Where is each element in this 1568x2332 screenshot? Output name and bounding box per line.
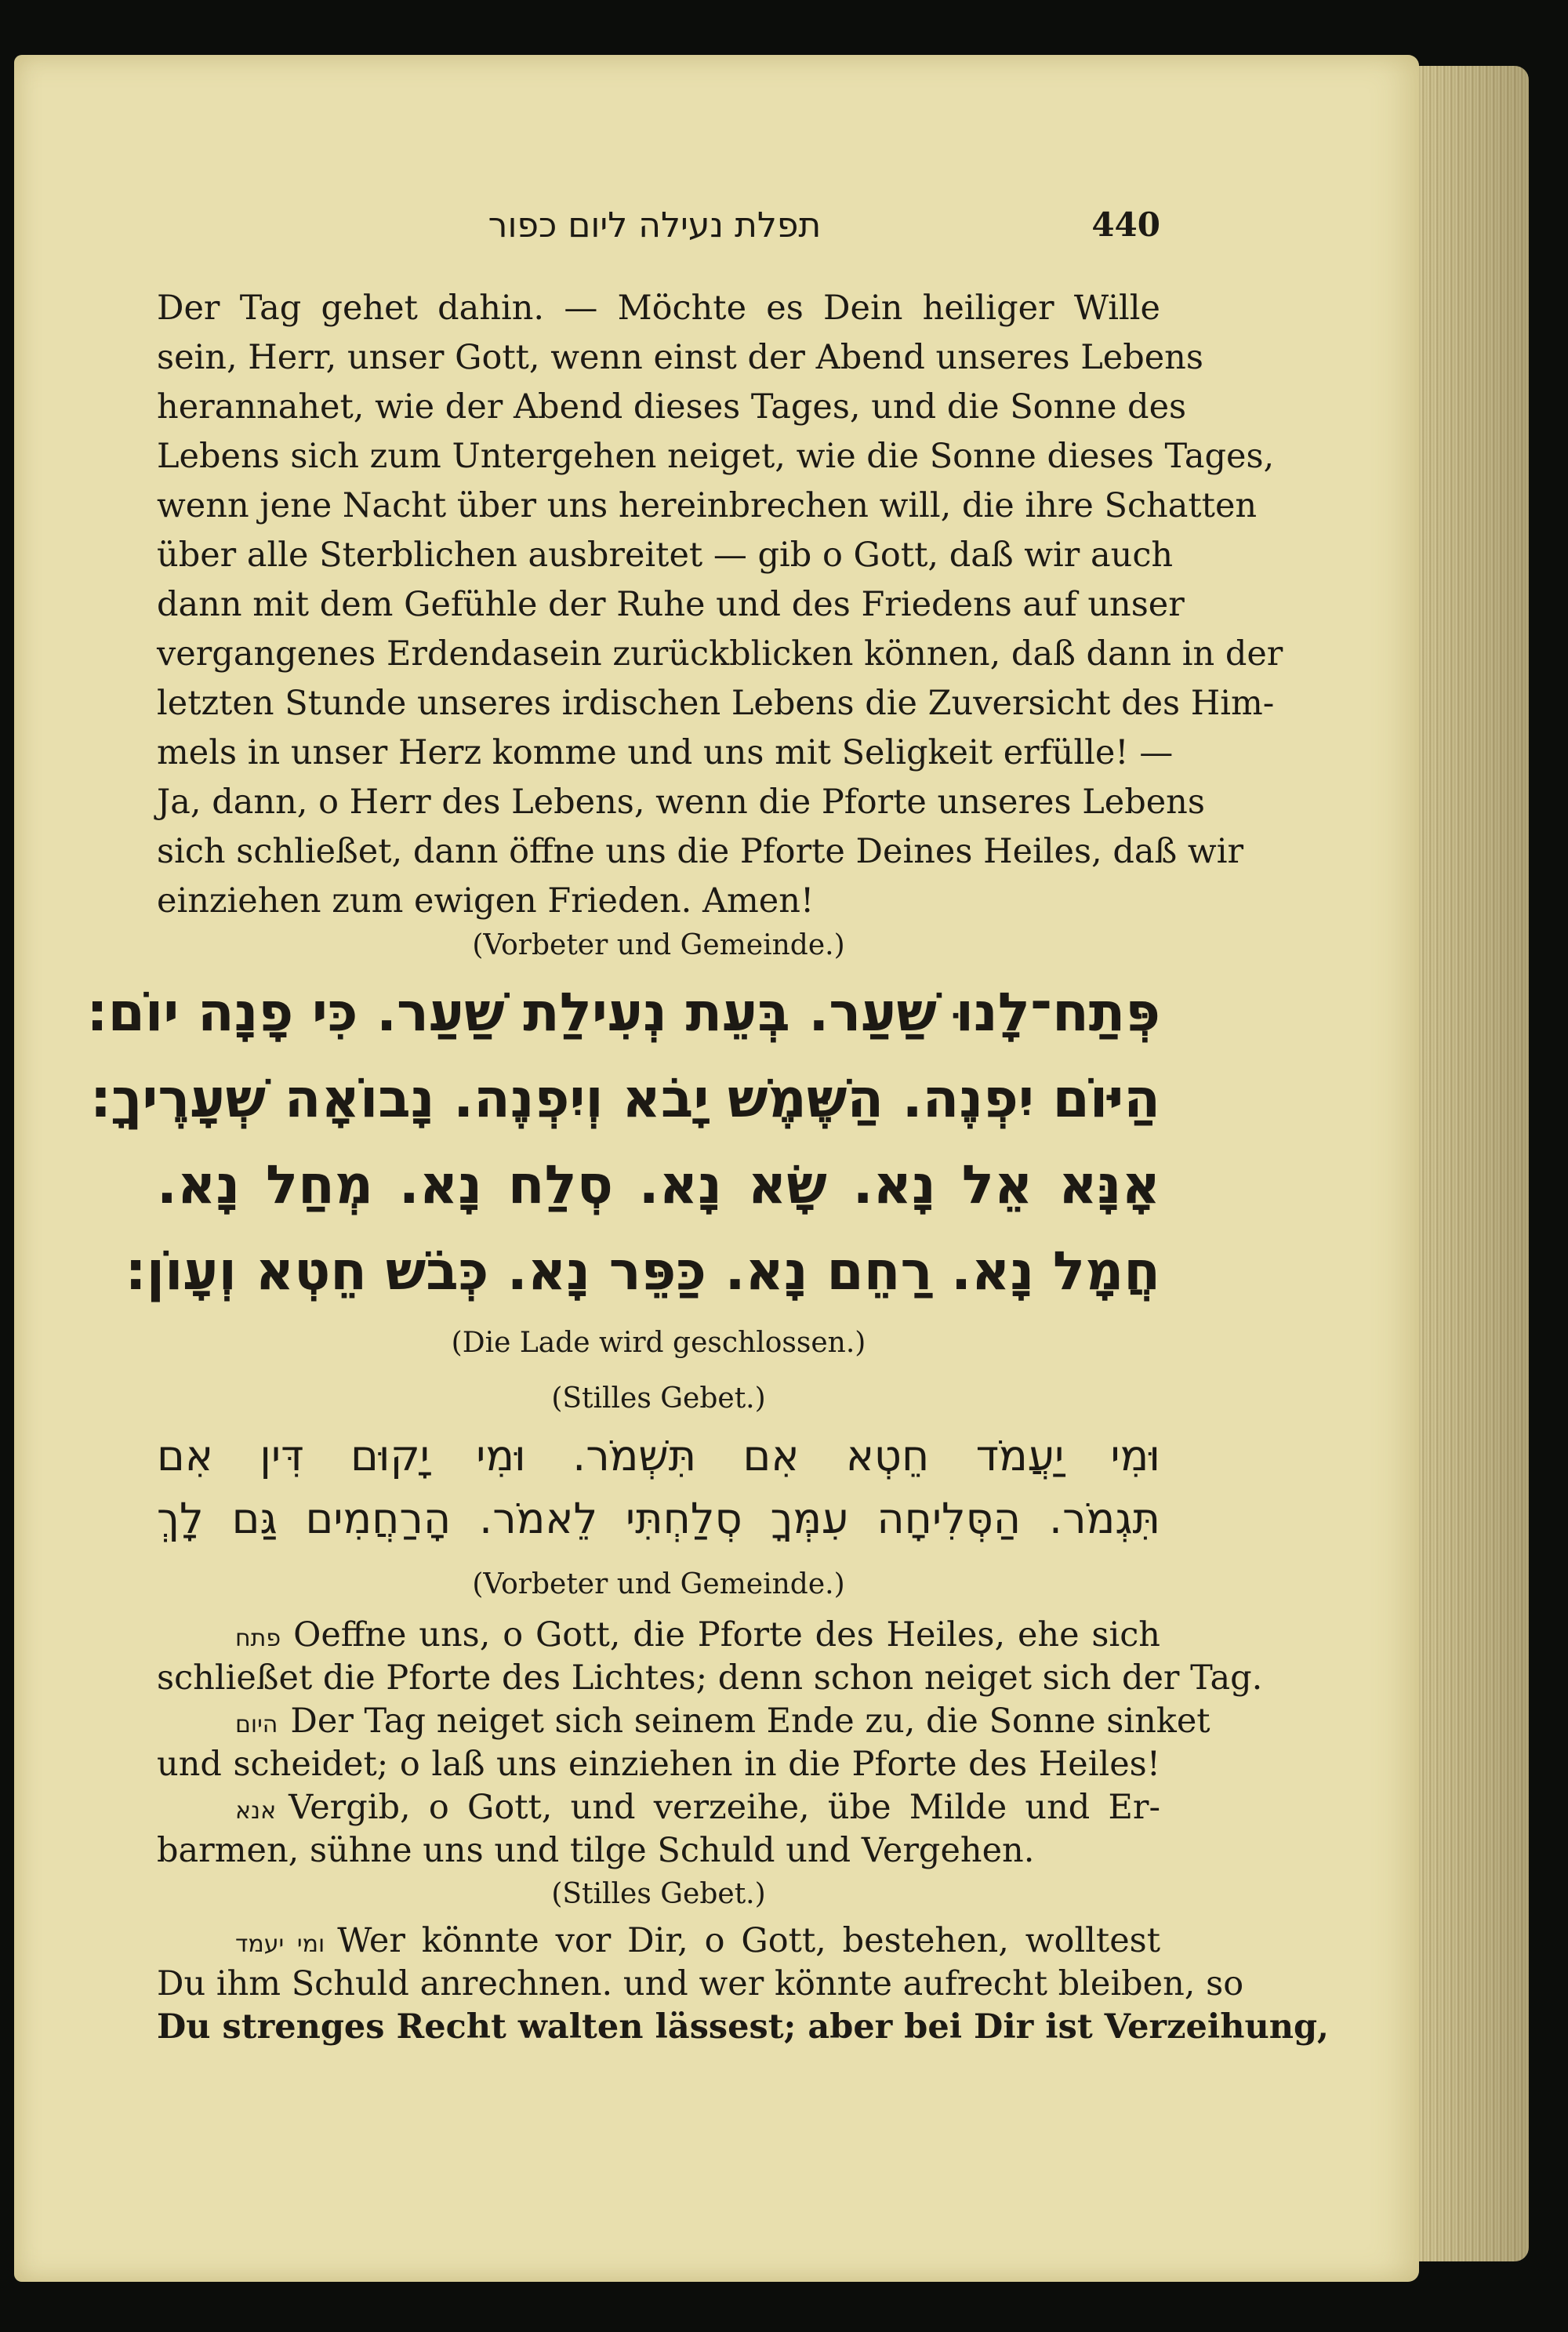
paragraph-line: Der Tag gehet dahin. — Möchte es Dein heiliger Wille — [157, 289, 1160, 328]
hebrew-keyword-label: ומי יעמד — [235, 1931, 325, 1958]
running-head-hebrew: תפלת נעילה ליום כפור — [488, 205, 822, 245]
paragraph-line: sich schließet, dann öffne uns die Pforte Deines Heiles, daß wir — [157, 832, 1244, 871]
translation-line: schließet die Pforte des Lichtes; denn schon neiget sich der Tag. — [157, 1658, 1263, 1698]
hebrew-piyyut-line: פְּתַח־לָנוּ שַׁעַר. בְּעֵת נְעִילַת שַׁעַר. כִּי פָנָה יוֹם: — [86, 982, 1160, 1044]
hebrew-keyword-label: אנא — [235, 1797, 277, 1825]
hebrew-silent-line: תִּגְמֹר. הַסְּלִיחָה עִמְּךָ סְלַחְתִּי לֵאמֹר. הָרַחֲמִים גַּם לָךְ — [157, 1494, 1160, 1543]
final-line: Du strenges Recht walten lässest; aber bei Dir ist Verzeihung, — [157, 2007, 1330, 2047]
translation-line: היום Der Tag neiget sich seinem Ende zu, die Sonne sinket — [235, 1702, 1210, 1741]
hebrew-keyword-label: פתח — [235, 1625, 281, 1652]
paragraph-line: wenn jene Nacht über uns hereinbrechen will, die ihre Schatten — [157, 486, 1258, 525]
rubric: (Vorbeter und Gemeinde.) — [472, 1568, 845, 1600]
paragraph-line: herannahet, wie der Abend dieses Tages, und die Sonne des — [157, 387, 1187, 427]
final-line: Du ihm Schuld anrechnen. und wer könnte aufrecht bleiben, so — [157, 1964, 1244, 2003]
hebrew-piyyut-line: אָנָּא אֵל נָא. שָׂא נָא. סְלַח נָא. מְחַל נָא. — [157, 1154, 1160, 1216]
translation-line: und scheidet; o laß uns einziehen in die Pforte des Heiles! — [157, 1745, 1160, 1784]
rubric: (Stilles Gebet.) — [551, 1382, 766, 1415]
hebrew-piyyut-line: הַיּוֹם יִפְנֶה. הַשֶּׁמֶשׁ יָבֹא וְיִפְנֶה. נָבוֹאָה שְׁעָרֶיךָ: — [89, 1068, 1160, 1130]
rubric: (Die Lade wird geschlossen.) — [451, 1327, 866, 1359]
rubric: (Stilles Gebet.) — [551, 1878, 766, 1910]
paragraph-line: mels in unser Herz komme und uns mit Seligkeit erfülle! — — [157, 733, 1174, 772]
rubric: (Vorbeter und Gemeinde.) — [472, 929, 845, 961]
paragraph-line: letzten Stunde unseres irdischen Lebens die Zuversicht des Him- — [157, 684, 1275, 723]
page-number: 440 — [1091, 205, 1160, 244]
paragraph-line: dann mit dem Gefühle der Ruhe und des Friedens auf unser — [157, 585, 1185, 624]
paragraph-line: einziehen zum ewigen Frieden. Amen! — [157, 881, 815, 921]
paragraph-line: sein, Herr, unser Gott, wenn einst der Abend unseres Lebens — [157, 338, 1203, 377]
translation-line: פתח Oeffne uns, o Gott, die Pforte des Heiles, ehe sich — [235, 1615, 1160, 1655]
paragraph-line: vergangenes Erdendasein zurückblicken können, daß dann in der — [157, 634, 1283, 674]
translation-line: barmen, sühne uns und tilge Schuld und Vergehen. — [157, 1831, 1035, 1870]
paragraph-line: Lebens sich zum Untergehen neiget, wie die Sonne dieses Tages, — [157, 437, 1275, 476]
final-line: ומי יעמד Wer könnte vor Dir, o Gott, bestehen, wolltest — [235, 1921, 1160, 1960]
hebrew-keyword-label: היום — [235, 1711, 278, 1738]
hebrew-piyyut-line: חֲמָל נָא. רַחֵם נָא. כַּפֵּר נָא. כְּבֹשׁ חֵטְא וְעָוֹן: — [125, 1240, 1160, 1302]
paragraph-line: Ja, dann, o Herr des Lebens, wenn die Pforte unseres Lebens — [157, 783, 1205, 822]
translation-line: אנא Vergib, o Gott, und verzeihe, übe Milde und Er- — [235, 1788, 1160, 1827]
paragraph-line: über alle Sterblichen ausbreitet — gib o Gott, daß wir auch — [157, 536, 1174, 575]
hebrew-silent-line: וּמִי יַעֲמֹד חֵטְא אִם תִּשְׁמֹר. וּמִי יָקוּם דִּין אִם — [157, 1431, 1160, 1480]
